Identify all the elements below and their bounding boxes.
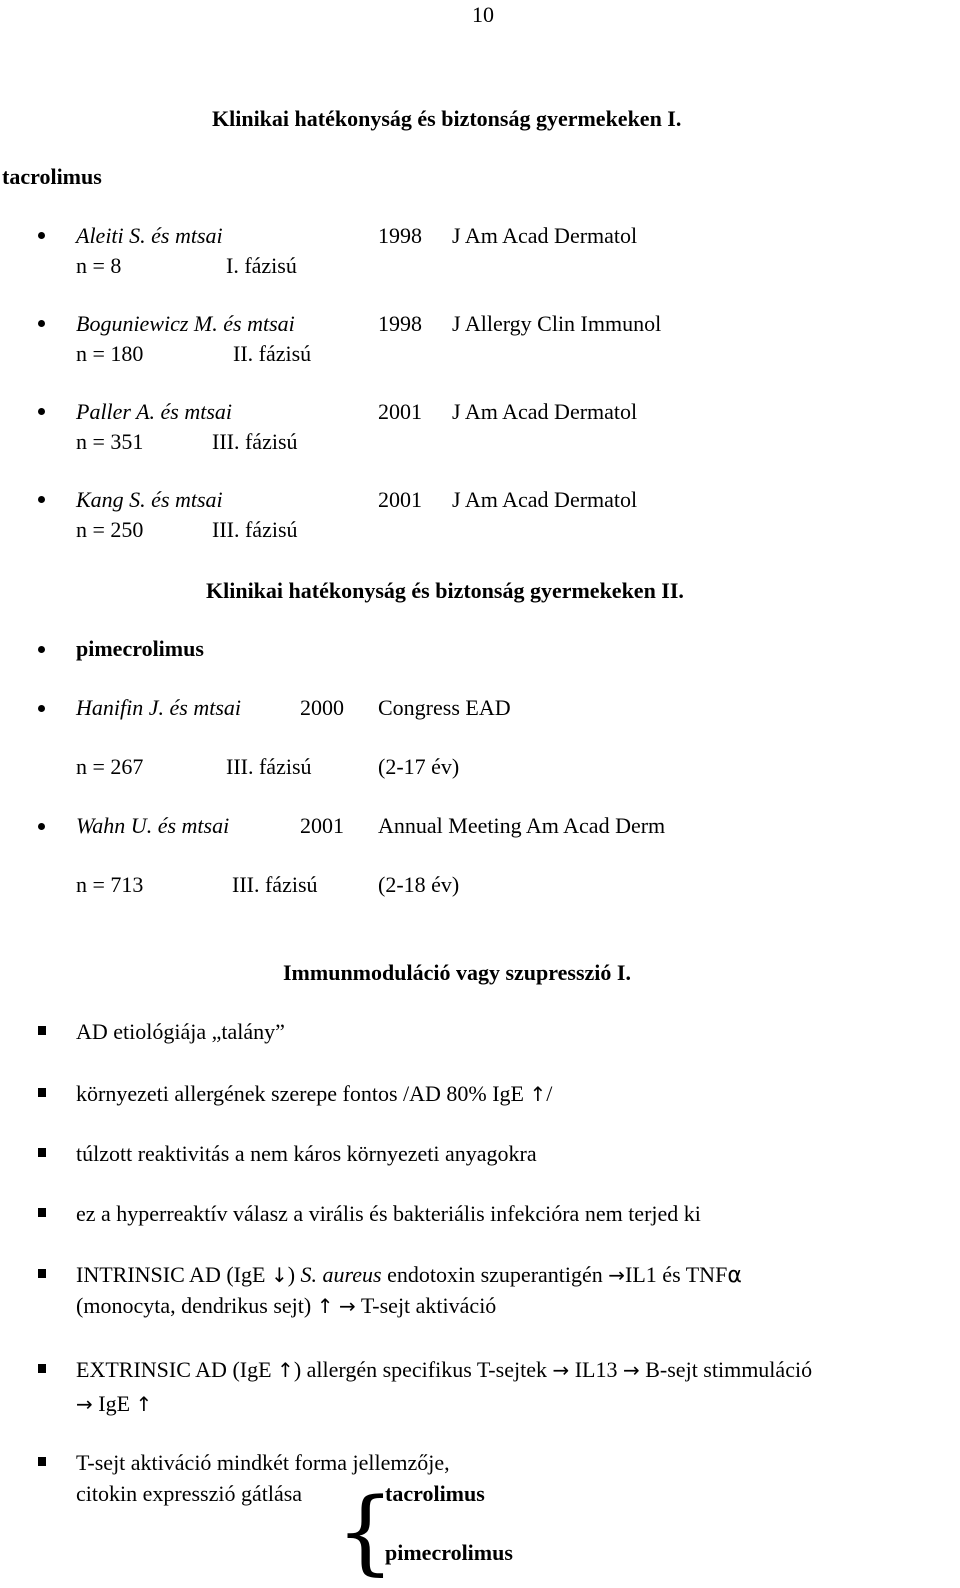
item-allergens-end: / [546,1081,553,1106]
intrinsic-close: ) [287,1262,301,1287]
entry-phase: III. fázisú [212,429,298,454]
entry-n: n = 8 [76,253,122,278]
item-allergens-text: környezeti allergének szerepe fontos /AD 80% IgE [76,1081,524,1106]
section2-drug: pimecrolimus [76,636,204,661]
extrinsic-bcell: B-sejt stimmuláció [645,1357,813,1382]
arrow-up-icon: ↑ [316,1294,334,1318]
section3-title: Immunmoduláció vagy szupresszió I. [283,960,631,985]
entry-phase: III. fázisú [212,517,298,542]
extrinsic-label: EXTRINSIC AD (IgE [76,1357,272,1382]
entry-phase: III. fázisú [226,754,312,779]
square-bullet-icon [38,1208,46,1217]
entry-phase: II. fázisú [233,341,312,366]
entry-n: n = 267 [76,754,144,779]
item-allergens [76,1081,552,1107]
entry-year: 2001 [378,399,422,424]
entry-year: 1998 [378,311,422,336]
entry-phase: I. fázisú [226,253,297,278]
bullet-icon [38,646,45,653]
square-bullet-icon [38,1457,46,1466]
arrow-right-icon: → [76,1392,93,1416]
bullet-icon [38,823,45,830]
entry-n: n = 351 [76,429,144,454]
curly-brace-icon: { [336,1478,395,1585]
brace-bottom-drug: pimecrolimus [385,1540,513,1565]
entry-n: n = 713 [76,872,144,897]
arrow-right-icon: → [608,1263,626,1287]
intrinsic-organism: S. aureus [300,1262,382,1287]
entry-n: n = 250 [76,517,144,542]
arrow-up-icon: ↑ [135,1392,153,1416]
page-number: 10 [472,2,494,27]
section2-title: Klinikai hatékonyság és biztonság gyermekeken II. [206,578,684,603]
entry-journal: J Am Acad Dermatol [452,399,638,424]
intrinsic-toxin: endotoxin szuperantigén [381,1262,609,1287]
entry-journal: J Am Acad Dermatol [452,223,638,248]
bullet-icon [38,705,45,712]
item-hyperreactive: ez a hyperreaktív válasz a virális és bakteriális infekcióra nem terjed ki [76,1201,701,1226]
bullet-icon [38,496,45,503]
entry-phase: III. fázisú [232,872,318,897]
entry-author: Kang S. és mtsai [76,487,223,512]
section1-drug: tacrolimus [2,164,102,189]
arrow-right-icon: → [339,1294,356,1318]
brace-top-drug: tacrolimus [385,1481,485,1506]
item-cytokine-inhibition: citokin expresszió gátlása [76,1481,303,1506]
section1-title: Klinikai hatékonyság és biztonság gyermekeken I. [212,106,682,131]
entry-author: Boguniewicz M. és mtsai [76,311,295,336]
entry-age: (2-17 év) [378,754,460,779]
entry-age: (2-18 év) [378,872,460,897]
intrinsic-tcell: T-sejt aktiváció [360,1293,497,1318]
arrow-up-icon: ↑ [277,1358,294,1382]
item-intrinsic-line2 [76,1293,496,1319]
entry-n: n = 180 [76,341,144,366]
arrow-up-icon: ↑ [529,1082,547,1106]
entry-journal: Congress EAD [378,695,511,720]
extrinsic-ige: IgE [98,1391,131,1416]
entry-journal: Annual Meeting Am Acad Derm [378,813,666,838]
extrinsic-il13: IL13 [574,1357,618,1382]
item-extrinsic [76,1357,812,1383]
entry-year: 2001 [378,487,422,512]
item-intrinsic [76,1262,742,1289]
intrinsic-label: INTRINSIC AD (IgE [76,1262,266,1287]
item-etiology: AD etiológiája „talány” [76,1019,285,1044]
entry-year: 2001 [300,813,344,838]
arrow-down-icon: ↓ [270,1263,288,1287]
square-bullet-icon [38,1269,46,1278]
entry-year: 1998 [378,223,422,248]
square-bullet-icon [38,1148,46,1157]
entry-journal: J Allergy Clin Immunol [452,311,662,336]
entry-author: Hanifin J. és mtsai [76,695,241,720]
square-bullet-icon [38,1026,46,1035]
intrinsic-alpha: α [727,1263,742,1288]
entry-journal: J Am Acad Dermatol [452,487,638,512]
square-bullet-icon [38,1088,46,1097]
extrinsic-tcells: ) allergén specifikus T-sejtek [293,1357,547,1382]
entry-author: Paller A. és mtsai [76,399,233,424]
entry-author: Wahn U. és mtsai [76,813,230,838]
bullet-icon [38,232,45,239]
arrow-right-icon: → [552,1358,570,1382]
entry-author: Aleiti S. és mtsai [76,223,223,248]
square-bullet-icon [38,1364,46,1373]
item-tcell-activation: T-sejt aktiváció mindkét forma jellemzője, [76,1450,450,1475]
intrinsic-cytokines: IL1 és TNF [625,1262,728,1287]
arrow-right-icon: → [622,1358,640,1382]
item-extrinsic-line2 [76,1391,152,1417]
bullet-icon [38,408,45,415]
entry-year: 2000 [300,695,344,720]
item-reactivity: túlzott reaktivitás a nem káros környezeti anyagokra [76,1141,537,1166]
bullet-icon [38,320,45,327]
intrinsic-cells: (monocyta, dendrikus sejt) [76,1293,312,1318]
